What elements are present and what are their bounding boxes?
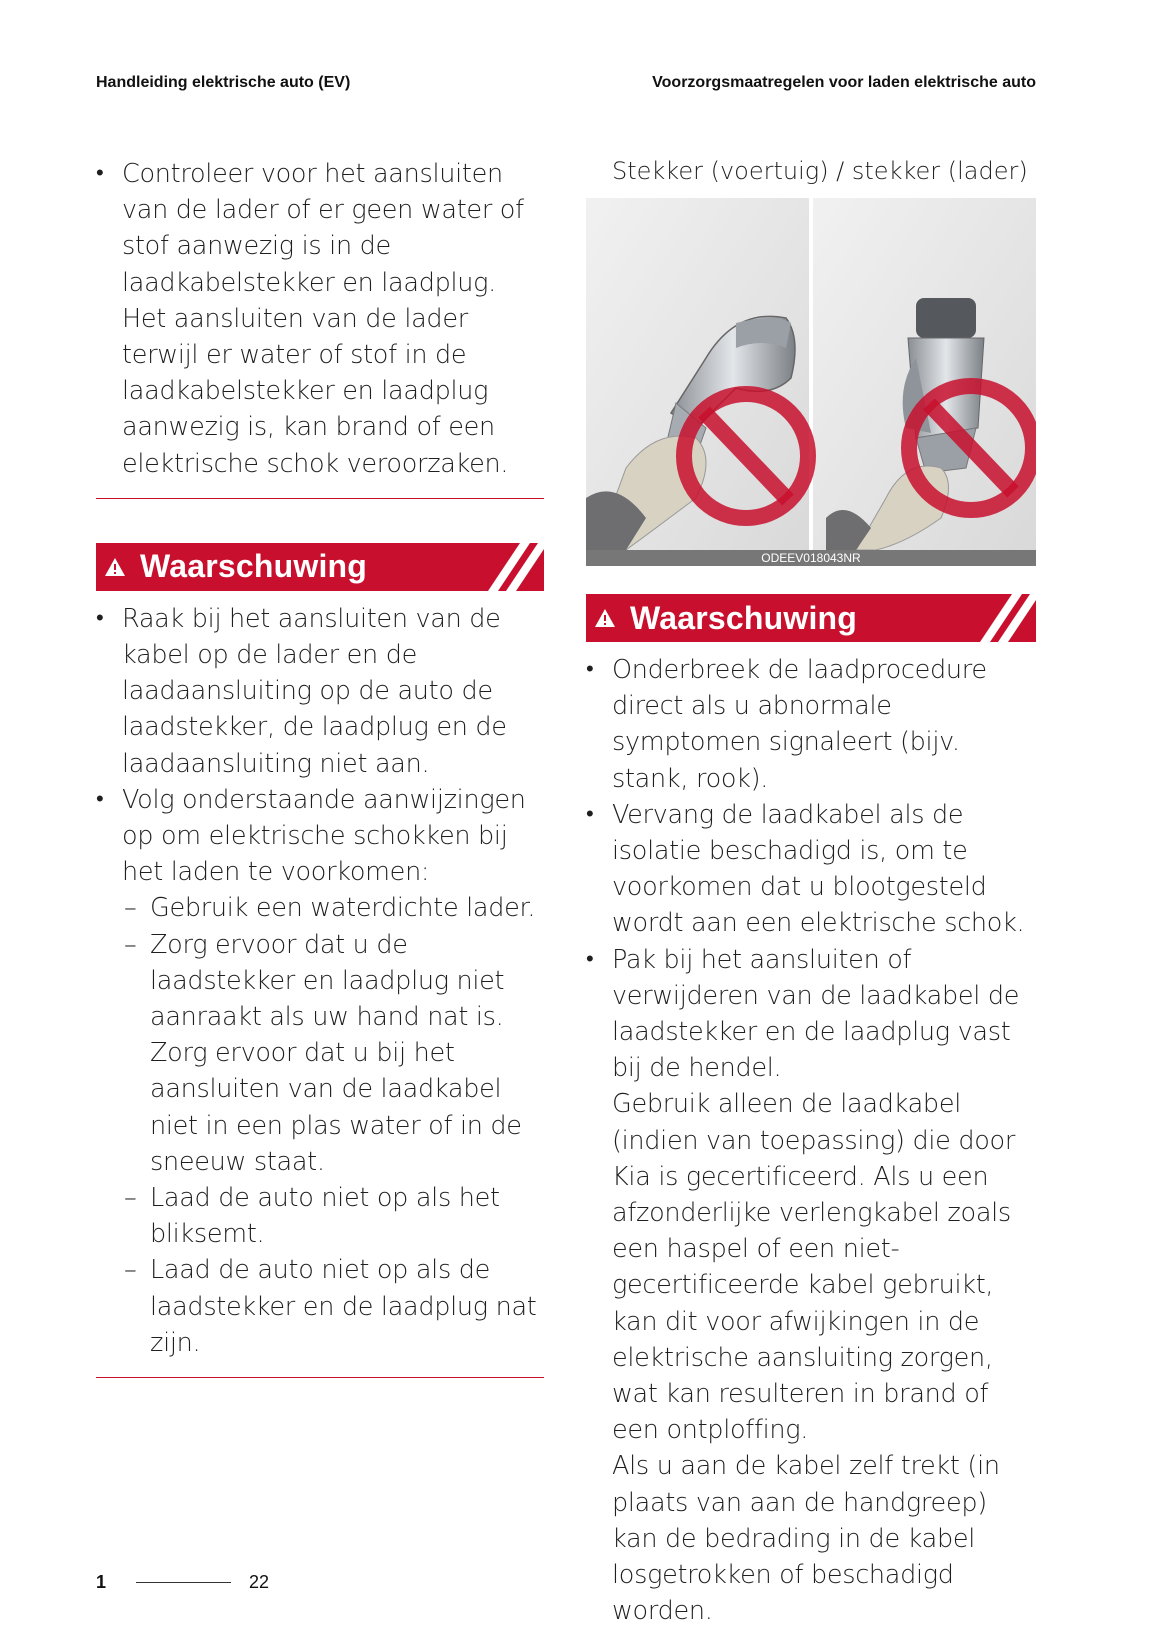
- warning-icon: [104, 557, 126, 577]
- intro-bullet: • Controleer voor het aansluiten van de lader of er geen water of stof aanwezig is in de laadkabelstekker en laadplug. Het aansluiten van de lader terwijl er water of stof in de laadkabelstekker en laadplug aanwezig is, kan brand of een elektrische schok veroorzaken.: [96, 156, 544, 482]
- warning-banner: [586, 594, 1036, 642]
- left-column: [96, 156, 544, 1378]
- divider: [96, 498, 544, 499]
- warning-list: [96, 601, 544, 1361]
- warning-icon: [594, 608, 616, 628]
- sub-item: – Zorg ervoor dat u de laadstekker en laadplug niet aanraakt als uw hand nat is. Zorg ervoor dat u bij het aansluiten van de laadkabel niet in een plas water of in de sneeuw staat.: [96, 927, 544, 1180]
- plug-illustration: [586, 198, 1036, 566]
- footer-line: [136, 1582, 231, 1583]
- figure-plug-illustration: [586, 198, 1036, 566]
- intro-text: [96, 156, 544, 482]
- list-item: • Volg onderstaande aanwijzingen op om elektrische schokken bij het laden te voorkomen:: [96, 782, 544, 891]
- divider: [96, 1377, 544, 1378]
- paragraph: Als u aan de kabel zelf trekt (in plaats van aan de handgreep) kan de bedrading in de kabel losgetrokken of beschadigd worden.: [612, 1451, 1000, 1627]
- header-manual-title: Handleiding elektrische auto (EV): [96, 74, 351, 91]
- right-column: [586, 156, 1036, 1629]
- header-section-title: Voorzorgsmaatregelen voor laden elektrische auto: [652, 74, 1036, 91]
- sub-item: – Laad de auto niet op als de laadstekker en de laadplug nat zijn.: [96, 1252, 544, 1361]
- warning-banner: [96, 543, 544, 591]
- list-item: • Onderbreek de laadprocedure direct als u abnormale symptomen signaleert (bijv. stank, rook).: [586, 652, 1036, 797]
- sub-item: – Gebruik een waterdichte lader.: [96, 890, 544, 926]
- page-footer: [96, 1572, 269, 1593]
- warning-title: Waarschuwing: [140, 548, 368, 585]
- warning-title: Waarschuwing: [630, 599, 858, 636]
- list-item: • Raak bij het aansluiten van de kabel op de lader en de laadaansluiting op de auto de laadstekker, de laadplug en de laadaansluiting niet aan.: [96, 601, 544, 782]
- sub-item: – Laad de auto niet op als het bliksemt.: [96, 1180, 544, 1252]
- paragraph: Gebruik alleen de laadkabel (indien van toepassing) die door Kia is gecertificeerd. Als u een afzonderlijke verlengkabel zoals een haspel of een niet-gecertificeerde kabel gebruikt, kan dit voor afwijkingen in de elektrische aansluiting zorgen, wat kan resulteren in brand of een ontploffing.: [612, 1089, 1016, 1446]
- warning-list: [586, 652, 1036, 1629]
- list-item: • Vervang de laadkabel als de isolatie beschadigd is, om te voorkomen dat u blootgesteld wordt aan een elektrische schok.: [586, 797, 1036, 942]
- figure-code: ODEEV018043NR: [586, 550, 1036, 566]
- chapter-number: 1: [96, 1572, 107, 1592]
- stripes-decoration: [946, 594, 1036, 642]
- stripes-decoration: [454, 543, 544, 591]
- list-item: • Pak bij het aansluiten of verwijderen van de laadkabel de laadstekker en de laadplug vast bij de hendel.: [586, 942, 1036, 1087]
- figure-caption: Stekker (voertuig) / stekker (lader): [612, 157, 1028, 185]
- page-number: 22: [249, 1572, 270, 1592]
